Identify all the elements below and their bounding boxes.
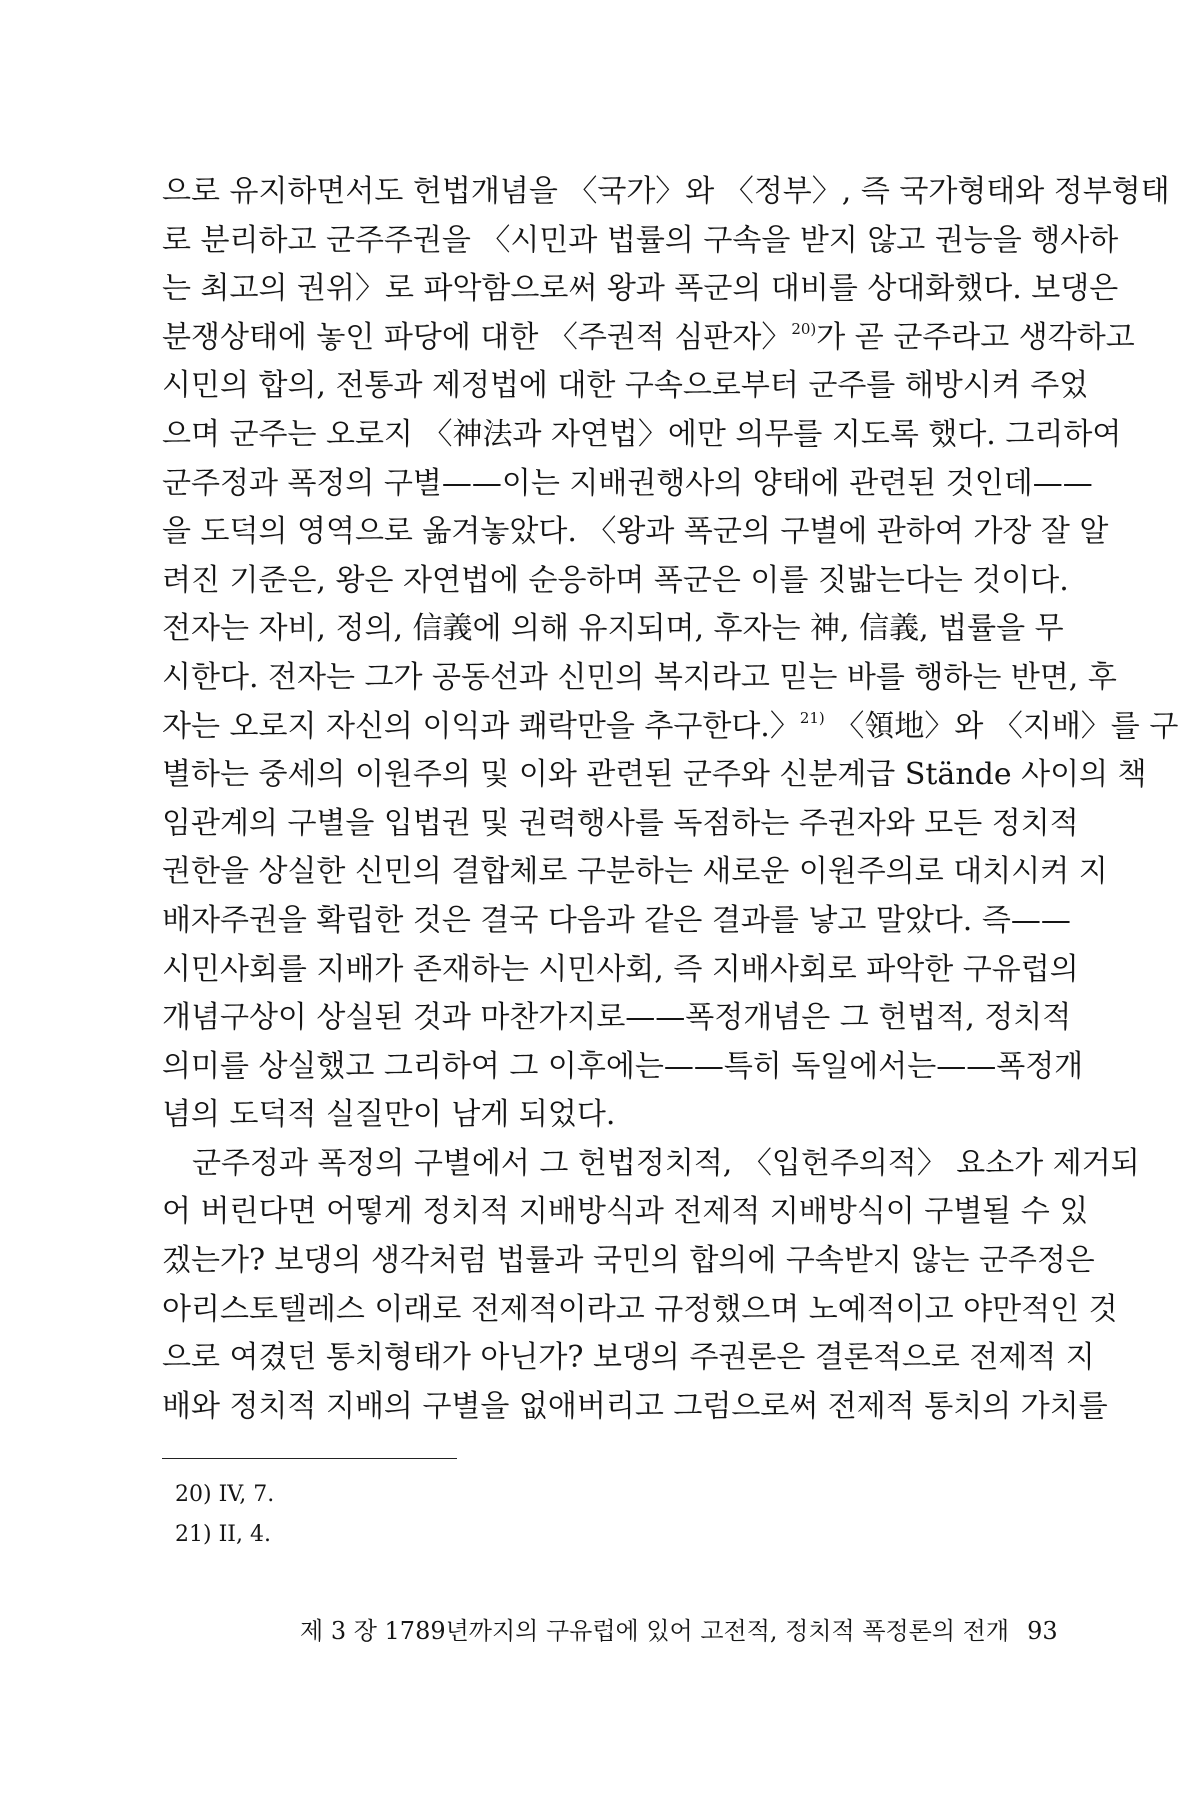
text-line: 념의 도덕적 실질만이 남게 되었다.: [162, 1097, 616, 1133]
text-line: [162, 703, 1179, 752]
text-line: 별하는 중세의 이원주의 및 이와 관련된 군주와 신분계급 Stände 사이의 책: [162, 757, 1147, 793]
running-title: 제 3 장 1789년까지의 구유럽에 있어 고전적, 정치적 폭정론의 전개: [300, 1617, 1010, 1645]
text-line: 임관계의 구별을 입법권 및 권력행사를 독점하는 주권자와 모든 정치적: [162, 805, 1079, 841]
note-reference: 20): [791, 319, 817, 338]
text-line: 전자는 자비, 정의, 信義에 의해 유지되며, 후자는 神, 信義, 법률을 무: [162, 611, 1064, 647]
text-line: 으로 유지하면서도 헌법개념을 〈국가〉와 〈정부〉, 즉 국가형태와 정부형태: [162, 174, 1170, 209]
text-segment: 분쟁상태에 놓인 파당에 대한 〈주권적 심판자〉: [162, 319, 792, 355]
text-line: 는 최고의 권위〉로 파악함으로써 왕과 폭군의 대비를 상대화했다. 보댕은: [162, 271, 1119, 307]
text-line: 으로 여겼던 통치형태가 아닌가? 보댕의 주권론은 결론적으로 전제적 지: [162, 1340, 1095, 1376]
text-segment: 가 곧 군주라고 생각하고: [816, 319, 1135, 355]
footnote-separator: [162, 1458, 457, 1459]
text-line: 어 버린다면 어떻게 정치적 지배방식과 전제적 지배방식이 구별될 수 있: [162, 1194, 1089, 1230]
page-number: 93: [1027, 1617, 1058, 1645]
text-line: [162, 314, 1135, 363]
text-line: 배와 정치적 지배의 구별을 없애버리고 그럼으로써 전제적 통치의 가치를: [162, 1388, 1108, 1424]
text-line: 권한을 상실한 신민의 결합체로 구분하는 새로운 이원주의로 대치시켜 지: [162, 854, 1108, 890]
running-footer: [300, 1615, 1058, 1647]
footnote: [175, 1515, 675, 1555]
note-reference: 21): [799, 708, 825, 727]
text-line: 로 분리하고 군주주권을 〈시민과 법률의 구속을 받지 않고 권능을 행사하: [162, 222, 1119, 258]
text-segment: 〈領地〉와 〈지배〉를 구: [824, 708, 1179, 744]
text-line: 군주정과 폭정의 구별——이는 지배권행사의 양태에 관련된 것인데——: [162, 465, 1093, 501]
text-line: 배자주권을 확립한 것은 결국 다음과 같은 결과를 낳고 말았다. 즉——: [162, 902, 1071, 938]
text-line: 으며 군주는 오로지 〈神法과 자연법〉에만 의무를 지도록 했다. 그리하여: [162, 416, 1122, 452]
footnote-text: II, 4.: [218, 1522, 271, 1547]
paragraph-start-line: 군주정과 폭정의 구별에서 그 헌법정치적, 〈입헌주의적〉 요소가 제거되: [192, 1145, 1140, 1181]
text-line: 시한다. 전자는 그가 공동선과 신민의 복지라고 믿는 바를 행하는 반면, 후: [162, 659, 1117, 695]
text-segment: 자는 오로지 자신의 이익과 쾌락만을 추구한다.〉: [162, 708, 800, 744]
text-line: 시민의 합의, 전통과 제정법에 대한 구속으로부터 군주를 해방시켜 주었: [162, 368, 1089, 404]
text-line: 개념구상이 상실된 것과 마찬가지로——폭정개념은 그 헌법적, 정치적: [162, 1000, 1072, 1036]
footnote-number: 21): [175, 1522, 212, 1547]
text-line: 시민사회를 지배가 존재하는 시민사회, 즉 지배사회로 파악한 구유럽의: [162, 951, 1079, 987]
footnotes: [175, 1475, 675, 1555]
footnote: [175, 1475, 675, 1515]
body-text: [162, 168, 1179, 1431]
text-line: 을 도덕의 영역으로 옮겨놓았다. 〈왕과 폭군의 구별에 관하여 가장 잘 알: [162, 514, 1109, 550]
text-line: 겠는가? 보댕의 생각처럼 법률과 국민의 합의에 구속받지 않는 군주정은: [162, 1243, 1095, 1279]
text-line: 려진 기준은, 왕은 자연법에 순응하며 폭군은 이를 짓밟는다는 것이다.: [162, 562, 1069, 598]
text-line: 아리스토텔레스 이래로 전제적이라고 규정했으며 노예적이고 야만적인 것: [162, 1291, 1118, 1327]
footnote-number: 20): [175, 1482, 212, 1507]
text-line: 의미를 상실했고 그리하여 그 이후에는——특히 독일에서는——폭정개: [162, 1048, 1084, 1084]
footnote-text: IV, 7.: [218, 1482, 275, 1507]
